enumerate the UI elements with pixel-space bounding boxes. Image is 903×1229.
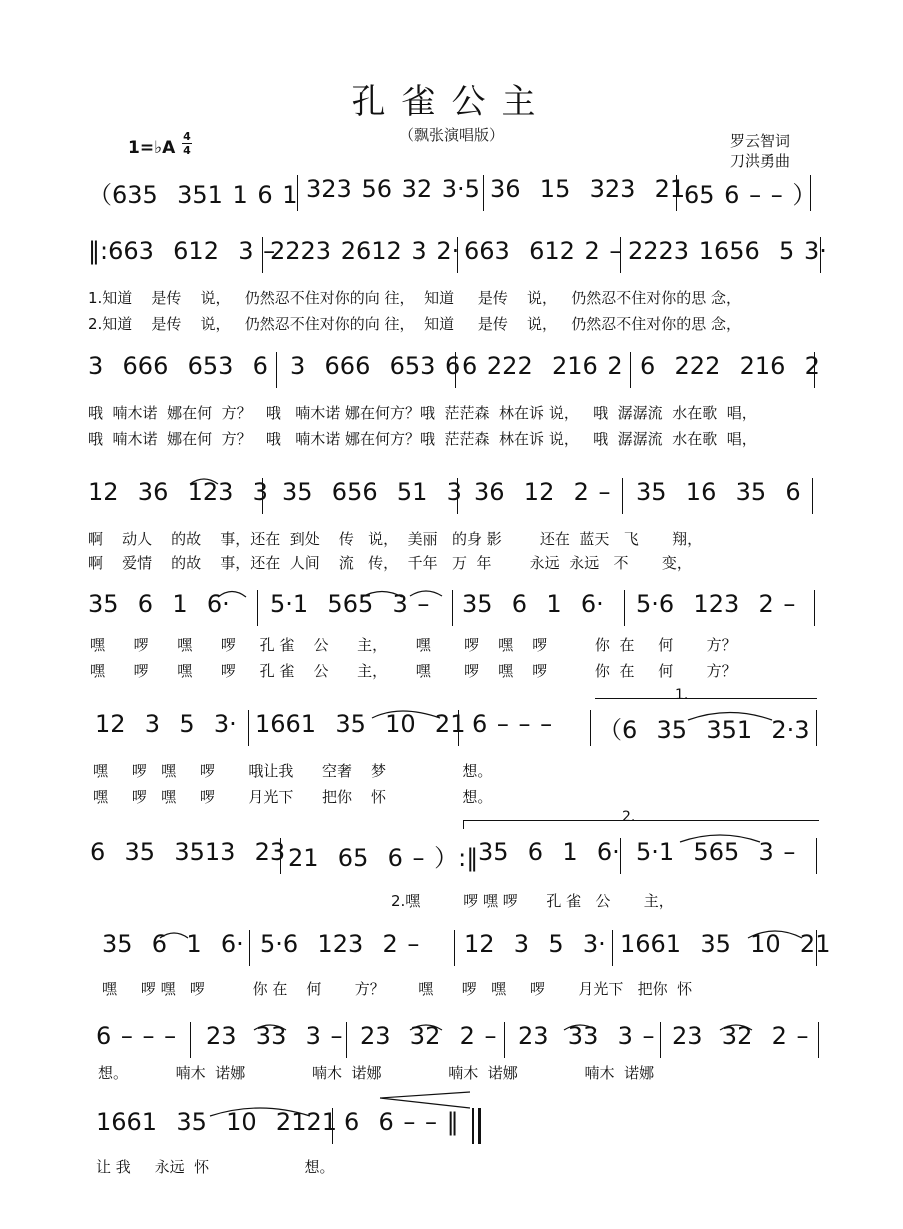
measure: 36 12 2 – <box>474 478 611 506</box>
measure: 21 65 6 – ）:‖ <box>288 844 479 872</box>
measure: 35 6 1 6· <box>462 590 604 618</box>
lyricist: 罗云智词 <box>730 132 791 150</box>
measure: 1661 35 10 21 <box>620 930 831 958</box>
lyric-line-1: 让 我 永远 怀 想。 <box>96 1158 335 1176</box>
measure: 5·6 123 2 – <box>636 590 796 618</box>
measure: 3 666 653 6 <box>290 352 461 380</box>
slur <box>160 933 188 938</box>
composer: 刀洪勇曲 <box>730 152 791 170</box>
lyric-line-1: 想。 喃木 诺娜 喃木 诺娜 喃木 诺娜 喃木 诺娜 <box>98 1064 655 1082</box>
lyric-line-1: 嘿 啰 嘿 啰 哦让我 空奢 梦 想。 <box>93 762 493 780</box>
time-signature-top: 4 <box>183 130 191 143</box>
measure: （6 35 351 2·3 <box>598 716 810 744</box>
measure: 12 3 5 3· <box>464 930 606 958</box>
volta-label: 1. <box>675 687 689 703</box>
measure: 23 32 2 – <box>360 1022 497 1050</box>
measure: 23 33 3 – <box>206 1022 343 1050</box>
slur <box>362 592 402 598</box>
slur <box>680 835 760 842</box>
lyric-line-2: 嘿 啰 嘿 啰 月光下 把你 怀 想。 <box>93 788 493 806</box>
measure: 6 222 216 2 <box>462 352 623 380</box>
time-signature-bottom: 4 <box>183 144 191 157</box>
lyric-line-1: 1.知道 是传 说， 仍然忍不住对你的向 往， 知道 是传 说， 仍然忍不住对你的思 念， <box>88 289 742 307</box>
measure: 1661 35 10 2121 <box>96 1108 338 1136</box>
measure: 12 3 5 3· <box>95 710 237 738</box>
measure: 5·6 123 2 – <box>260 930 420 958</box>
slur <box>210 1108 310 1116</box>
measure: 663 612 2 – <box>464 237 622 265</box>
slur <box>410 1025 442 1030</box>
measure: 2223 1656 5 3· <box>628 237 827 265</box>
key-signature: 1=♭A <box>128 138 176 158</box>
lyric-line-2: 2.知道 是传 说， 仍然忍不住对你的向 往， 知道 是传 说， 仍然忍不住对你的思 念， <box>88 315 742 333</box>
measure: 2223 2612 3 2· <box>270 237 460 265</box>
measure: 35 6 1 6· <box>102 930 244 958</box>
measure: 23 33 3 – <box>518 1022 655 1050</box>
lyric-line-1: 啊 动人 的故 事，还在 到处 传 说， 美丽 的身 影 还在 蓝天 飞 翔， <box>88 530 703 548</box>
measure: 323 56 32 3·5 <box>306 175 480 203</box>
measure: 6 222 216 2 <box>640 352 820 380</box>
slur <box>372 711 440 718</box>
measure: 3 666 653 6 <box>88 352 268 380</box>
slur <box>688 713 772 721</box>
lyric-line-1: 2.嘿 啰 嘿 啰 孔 雀 公 主， <box>0 892 674 910</box>
lyric-line-1: 嘿 啰 嘿 啰 孔 雀 公 主， 嘿 啰 嘿 啰 你 在 何 方？ <box>90 636 737 654</box>
measure: （635 351 1 6 1 <box>88 181 298 209</box>
slur <box>748 931 802 938</box>
measure: 23 32 2 – <box>672 1022 809 1050</box>
song-subtitle: （飘张演唱版） <box>398 126 504 144</box>
slur <box>254 1025 286 1030</box>
lyric-line-1: 嘿 啰 嘿 啰 你 在 何 方？ 嘿 啰 嘿 啰 月光下 把你 怀 <box>102 980 693 998</box>
measure: 35 6 1 6· <box>88 590 230 618</box>
slur <box>190 479 218 484</box>
measure: 5·1 565 3 – <box>270 590 430 618</box>
slur <box>564 1025 596 1030</box>
measure: 36 15 323 21 <box>490 175 686 203</box>
lyric-line-2: 嘿 啰 嘿 啰 孔 雀 公 主， 嘿 啰 嘿 啰 你 在 何 方？ <box>90 662 737 680</box>
volta-label: 2. <box>622 809 636 825</box>
measure: 35 656 51 3 <box>282 478 462 506</box>
measure: 12 36 123 3 <box>88 478 268 506</box>
measure: 35 16 35 6 <box>636 478 801 506</box>
measure: 1661 35 10 21 <box>255 710 466 738</box>
slur <box>720 1025 752 1030</box>
measure: 6 35 3513 23 <box>90 838 286 866</box>
slur <box>218 592 246 598</box>
measure: 6 6 – – ‖ <box>344 1108 459 1136</box>
lyric-line-2: 啊 爱情 的故 事，还在 人间 流 传， 千年 万 年 永远 永远 不 变， <box>88 554 692 572</box>
measure: 65 6 – – ） <box>684 181 817 209</box>
measure: 35 6 1 6· <box>478 838 620 866</box>
measure: 6 – – – <box>472 710 553 738</box>
slur <box>410 591 442 596</box>
measure: ‖:663 612 3 – <box>88 237 276 265</box>
measure: 6 – – – <box>96 1022 177 1050</box>
song-title: 孔雀公主 <box>351 82 552 122</box>
lyric-line-2: 哦 喃木诺 娜在何 方？ 哦 喃木诺 娜在何方？哦 茫茫森 林在诉 说， 哦 潺潺流 水在歌 唱， <box>88 430 757 448</box>
crescendo-hairpin <box>380 1092 470 1108</box>
lyric-line-1: 哦 喃木诺 娜在何 方？ 哦 喃木诺 娜在何方？哦 茫茫森 林在诉 说， 哦 潺潺流 水在歌 唱， <box>88 404 757 422</box>
measure: 5·1 565 3 – <box>636 838 796 866</box>
